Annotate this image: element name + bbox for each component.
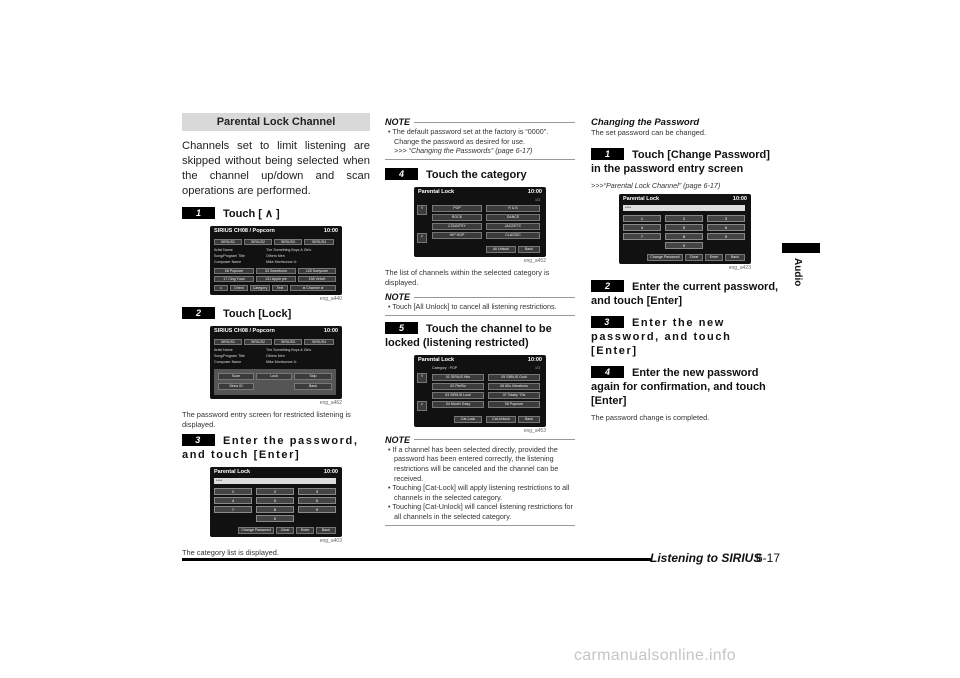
step-text: Touch [ ∧ ] xyxy=(223,208,280,220)
subsection-text: The set password can be changed. xyxy=(591,128,707,137)
screenshot-sirius-main: SIRIUS CH08 / Popcorn 10:00 SIRIUS1 SIRIUS2 SIRIUS3 SIRIUS4 Artist Name Song/Program Title Composer Name The Something Boys & Girls Others Men Mike Morrisonne Jr. 08 Popcorn 33 Sweetcorn 125 Sortycorn 17 Cing Yuan 131 Apple pie 156 Velvet ∧ Direct Category Text ◄ Channel ► eng_a440 xyxy=(210,226,342,303)
up-arrow-icon: ∧ xyxy=(214,285,228,291)
side-tab-marker xyxy=(782,243,820,253)
scroll-down-icon: ⇓ xyxy=(417,233,427,243)
column-left xyxy=(182,113,370,562)
watermark: carmanualsonline.info xyxy=(574,647,736,664)
step-4-change: 4 Enter the new password again for confirmation, and touch [Enter] xyxy=(591,367,766,407)
column-middle xyxy=(385,117,575,530)
step-3-result: The category list is displayed. xyxy=(182,548,279,557)
step-4-result: The password change is completed. xyxy=(591,413,710,422)
footer-title: Listening to SIRIUS xyxy=(650,551,762,565)
note-1: NOTE • The default password set at the factory is “0000”. Change the password as desired for use. >>> “Changing the Passwords” (page 6-17) xyxy=(385,117,575,160)
intro-text: Channels set to limit listening are skipped without being selected when the channel up/down and scan operations are performed. xyxy=(182,140,370,197)
step-number: 1 xyxy=(182,207,215,219)
step-3-change: 3 Enter the new password, and touch [Enter] xyxy=(591,317,732,357)
step-4-result: The list of channels within the selected category is displayed. xyxy=(385,268,550,288)
note-3: NOTE • If a channel has been selected directly, provided the password has been entered correctly, the listening restrictions will be canceled and the channel can be received. • Touching [Cat-Lock] will apply listening restrictions to all channels in the selected category. • Touching [Cat-Unlock] will cancel listening restrictions for all channels in the selected category. xyxy=(385,435,575,526)
scroll-down-icon: ⇓ xyxy=(417,401,427,411)
footer-rule xyxy=(182,558,652,561)
screenshot-category: Parental Lock 10:00 1/3 ⇑ ⇓ POP R & B ROCK DANCE COUNTRY JAZZ/ETC HIP HOP CLASSIC All Unlock Back eng_a452 xyxy=(414,187,546,265)
image-caption: eng_a440 xyxy=(319,296,342,302)
screenshot-change-password: Parental Lock 10:00 **** 1 2 3 4 5 6 7 8 9 0 Change Password Clear Enter Back eng_a423 xyxy=(619,194,751,272)
section-title: Parental Lock Channel xyxy=(182,113,370,131)
column-right xyxy=(591,117,779,427)
screenshot-sirius-lock: SIRIUS CH08 / Popcorn 10:00 SIRIUS1 SIRIUS2 SIRIUS3 SIRIUS4 Artist Name Song/Program Title Composer Name The Something Boys & Girls Others Men Mike Morrisonne Jr. Scan Lock Skip Sirius ID Back eng_a462 xyxy=(210,326,342,407)
step-2-result: The password entry screen for restricted listening is displayed. xyxy=(182,410,351,429)
step-3: 3 Enter the password, and touch [Enter] xyxy=(182,435,359,461)
note-2: NOTE • Touch [All Unlock] to cancel all listening restrictions. xyxy=(385,292,575,316)
scroll-up-icon: ⇑ xyxy=(417,205,427,215)
screenshot-parental-lock: Parental Lock 10:00 **** 1 2 3 4 5 6 7 8 9 0 Change Password Clear Enter Back eng_a403 xyxy=(210,467,342,545)
scroll-up-icon: ⇑ xyxy=(417,373,427,383)
page-number: 6-17 xyxy=(756,551,781,565)
step-2-change: 2 Enter the current password, and touch [Enter] xyxy=(591,281,779,307)
step-4: 4 Touch the category xyxy=(385,168,575,182)
step-1 xyxy=(182,207,370,221)
step-2: 2 Touch [Lock] xyxy=(182,307,370,321)
reference-link: >>>“Parental Lock Channel” (page 6-17) xyxy=(591,181,721,190)
screenshot-channels: Parental Lock 10:00 Category : POP 1/3 ⇑ ⇓ 01 SIRIUS Hits 05 SIRIUS Gold 02 Pie/Bo 06 60s Vibrations 03 SIRIUS Love 07 Totally '70s 04 Movin' Easy 08 Popcorn Cat-Lock Cat-Unlock Back eng_a453 xyxy=(414,355,546,435)
subsection-title: Changing the Password xyxy=(591,117,700,128)
step-5: 5 Touch the channel to be locked (listening restricted) xyxy=(385,322,552,349)
side-tab-label: Audio xyxy=(792,258,803,287)
step-1-change: 1 Touch [Change Password] in the password entry screen xyxy=(591,149,770,175)
